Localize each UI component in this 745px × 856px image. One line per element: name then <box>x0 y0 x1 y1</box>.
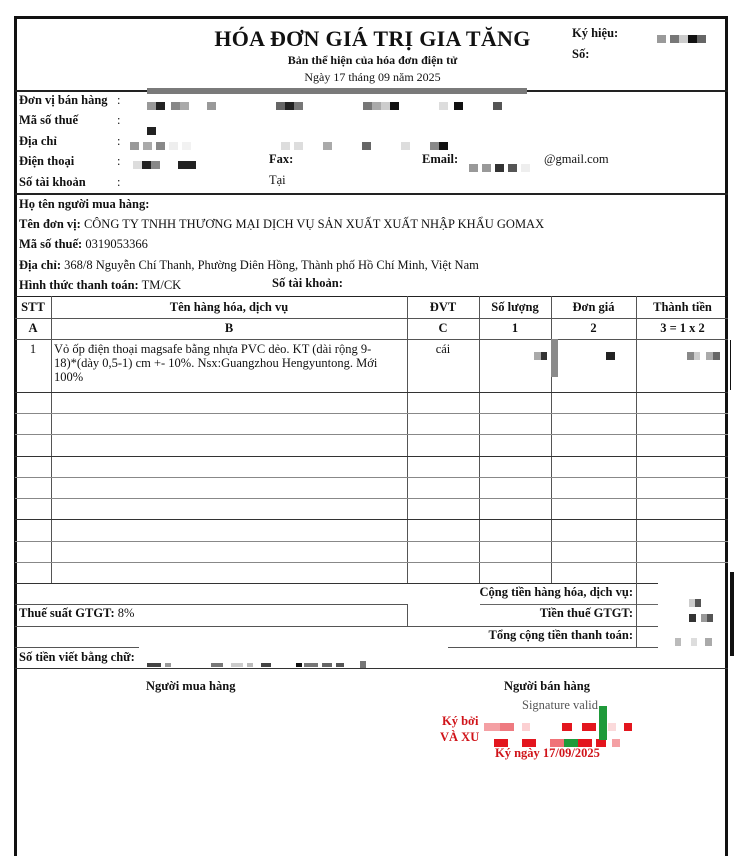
seller-address-label: Địa chỉ <box>19 134 57 148</box>
invoice-subtitle: Bản thể hiện của hóa đơn điện tử <box>287 53 458 67</box>
vat-rate-value: 8% <box>117 606 135 620</box>
empty-table-row <box>15 477 728 478</box>
signature-check-icon <box>599 706 607 740</box>
amount-in-words-label: Số tiền viết bằng chữ: <box>19 650 135 664</box>
seller-signature-label: Người bán hàng <box>504 679 590 693</box>
signed-date: Ký ngày 17/09/2025 <box>495 746 600 760</box>
seller-tax-code-label: Mã số thuế <box>19 113 79 127</box>
column-divider <box>636 296 637 583</box>
right-border-segment <box>730 340 731 390</box>
row-divider <box>448 647 658 648</box>
cell-divider <box>636 583 637 647</box>
seller-name-label: Đơn vị bán hàng <box>19 93 108 107</box>
digital-signature-box <box>440 698 660 760</box>
item-quantity-redacted <box>534 347 551 365</box>
row-divider <box>15 604 408 605</box>
invoice-title: HÓA ĐƠN GIÁ TRỊ GIA TĂNG <box>214 26 531 51</box>
table-top-border <box>15 296 728 297</box>
buyer-unit-row <box>19 217 544 232</box>
buyer-unit-label: Tên đơn vị: <box>19 217 81 231</box>
item-unit: cái <box>435 342 451 356</box>
row-divider <box>15 318 728 319</box>
colon: : <box>117 175 121 189</box>
row-divider <box>15 647 139 648</box>
seller-fax-label: Fax: <box>269 152 294 166</box>
colon: : <box>117 134 121 148</box>
total-value-redacted <box>675 633 716 651</box>
seller-email-redacted <box>469 159 534 177</box>
seller-name-redaction-bar <box>147 88 527 94</box>
buyer-account-label: Số tài khoản: <box>272 276 343 290</box>
col-code-3: 3 = 1 x 2 <box>660 321 705 335</box>
item-name: Vỏ ốp điện thoại magsafe bằng nhựa PVC dẻo. KT (dài rộng 9-18)*(dày 0,5-1) cm +- 10%. Nsx:Guangzhou Hengyuntong. Mới 100% <box>54 342 378 384</box>
number-label: Số: <box>572 47 590 61</box>
col-header-name: Tên hàng hóa, dịch vụ <box>169 300 289 314</box>
col-header-unit: ĐVT <box>429 300 457 314</box>
buyer-address-row <box>19 258 479 273</box>
cell-divider <box>407 604 408 626</box>
buyer-tax-code-row <box>19 237 148 252</box>
redaction-bar <box>551 339 558 377</box>
signer-name-line2: VÀ XU <box>440 730 480 744</box>
symbol-label: Ký hiệu: <box>572 26 619 40</box>
buyer-payment-label: Hình thức thanh toán: <box>19 278 139 292</box>
seller-phone-label: Điện thoại <box>19 154 75 168</box>
row-divider <box>15 626 658 627</box>
empty-table-row <box>15 456 728 457</box>
seller-name-redacted <box>147 97 506 115</box>
item-stt: 1 <box>29 342 37 356</box>
buyer-unit-value: CÔNG TY TNHH THƯƠNG MẠI DỊCH VỤ SẢN XUẤT XUẤT NHẬP KHẨU GOMAX <box>83 217 545 231</box>
buyer-address-label: Địa chỉ: <box>19 258 62 272</box>
buyer-payment-value: TM/CK <box>141 278 182 292</box>
vat-amount-redacted <box>689 609 717 627</box>
divider <box>15 193 728 195</box>
col-code-c: C <box>438 321 448 335</box>
empty-table-row <box>15 434 728 435</box>
empty-table-row <box>15 541 728 542</box>
table-bottom-border <box>15 583 658 584</box>
row-divider <box>15 392 728 393</box>
seller-bank-label: Tại <box>269 173 286 187</box>
seller-email-label: Email: <box>422 152 459 166</box>
empty-table-row <box>15 413 728 414</box>
row-divider <box>480 604 658 605</box>
column-divider <box>479 296 480 583</box>
buyer-tax-code-value: 0319053366 <box>85 237 148 251</box>
col-code-2: 2 <box>590 321 597 335</box>
buyer-tax-code-label: Mã số thuế: <box>19 237 83 251</box>
vat-rate-row <box>19 606 134 621</box>
col-code-1: 1 <box>511 321 519 335</box>
col-code-a: A <box>28 321 38 335</box>
colon: : <box>117 154 121 168</box>
symbol-value-redacted <box>657 30 710 48</box>
row-divider <box>15 339 728 340</box>
vat-amount-label: Tiền thuế GTGT: <box>539 606 633 620</box>
seller-email-suffix: @gmail.com <box>544 152 609 166</box>
seller-phone-redacted <box>133 156 200 174</box>
colon: : <box>117 113 121 127</box>
seller-account-label: Số tài khoản <box>19 175 86 189</box>
column-divider <box>407 296 408 583</box>
empty-table-row <box>15 498 728 499</box>
total-label: Tổng cộng tiền thanh toán: <box>488 628 633 642</box>
right-border-segment <box>730 572 734 656</box>
colon: : <box>117 93 121 107</box>
col-header-price: Đơn giá <box>572 300 615 314</box>
signed-by-label: Ký bởi <box>442 714 479 728</box>
item-price-redacted <box>606 347 619 365</box>
col-code-b: B <box>224 321 234 335</box>
buyer-name-label: Họ tên người mua hàng: <box>19 197 150 211</box>
column-divider <box>51 296 52 583</box>
empty-table-row <box>15 519 728 520</box>
subtotal-label: Cộng tiền hàng hóa, dịch vụ: <box>479 585 633 599</box>
col-header-amount: Thành tiền <box>653 300 712 314</box>
buyer-payment-row <box>19 278 181 293</box>
amount-in-words-redacted <box>147 656 370 674</box>
col-header-quantity: Số lượng <box>491 300 539 314</box>
buyer-address-value: 368/8 Nguyễn Chí Thanh, Phường Diên Hồng, Thành phố Hồ Chí Minh, Việt Nam <box>64 258 479 272</box>
buyer-signature-label: Người mua hàng <box>146 679 236 693</box>
col-header-stt: STT <box>21 300 45 314</box>
vat-rate-label: Thuế suất GTGT: <box>19 606 115 620</box>
item-amount-redacted <box>687 347 724 365</box>
divider <box>15 668 728 669</box>
signature-status: Signature valid <box>522 698 599 712</box>
empty-table-row <box>15 562 728 563</box>
invoice-date: Ngày 17 tháng 09 năm 2025 <box>304 70 441 84</box>
